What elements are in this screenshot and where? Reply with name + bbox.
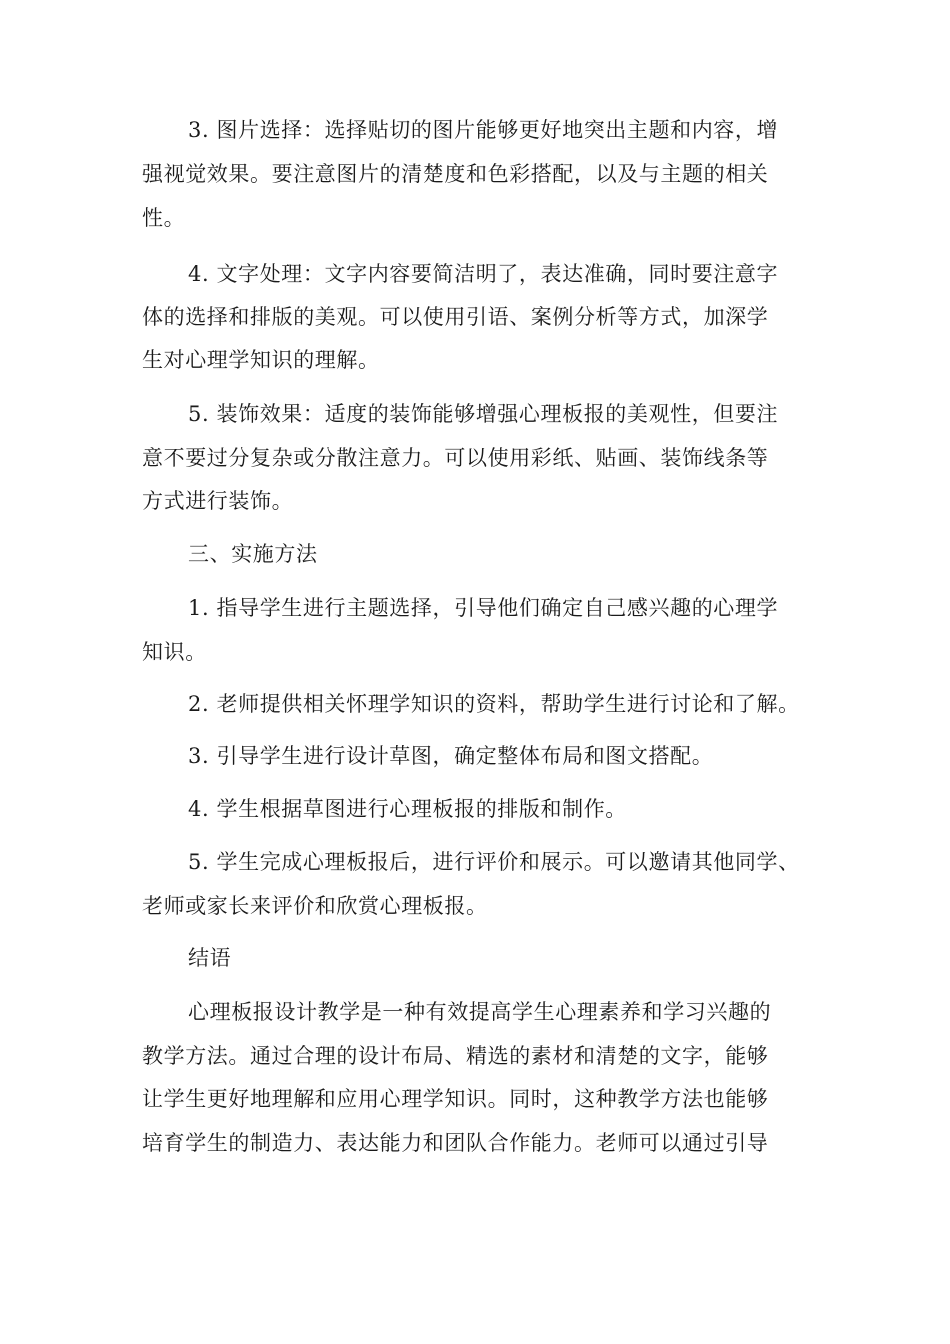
item-3-line-2: 强视觉效果。要注意图片的清楚度和色彩搭配，以及与主题的相关	[142, 162, 769, 186]
conclusion-heading: 结语	[188, 946, 232, 970]
conclusion-line-2: 教学方法。通过合理的设计布局、精选的素材和清楚的文字，能够	[142, 1044, 769, 1068]
item-5-line-3: 方式进行装饰。	[142, 489, 294, 513]
item-4-line-2: 体的选择和排版的美观。可以使用引语、案例分析等方式，加深学	[142, 305, 769, 329]
item-5-line-2: 意不要过分复杂或分散注意力。可以使用彩纸、贴画、装饰线条等	[142, 446, 769, 470]
step-5-line-2: 老师或家长来评价和欣赏心理板报。	[142, 894, 488, 918]
step-5-line-1: 5. 学生完成心理板报后，进行评价和展示。可以邀请其他同学、	[188, 850, 800, 874]
conclusion-line-3: 让学生更好地理解和应用心理学知识。同时，这种教学方法也能够	[142, 1087, 769, 1111]
step-1-line-2: 知识。	[142, 640, 207, 664]
step-2-line-1: 2. 老师提供相关怀理学知识的资料，帮助学生进行讨论和了解。	[188, 692, 800, 716]
step-1-line-1: 1. 指导学生进行主题选择，引导他们确定自己感兴趣的心理学	[188, 596, 779, 620]
section-heading-implementation: 三、实施方法	[188, 542, 318, 566]
step-4-line-1: 4. 学生根据草图进行心理板报的排版和制作。	[188, 797, 627, 821]
step-3-line-1: 3. 引导学生进行设计草图，确定整体布局和图文搭配。	[188, 744, 714, 768]
item-4-line-1: 4. 文字处理：文字内容要简洁明了，表达准确，同时要注意字	[188, 262, 779, 286]
item-5-line-1: 5. 装饰效果：适度的装饰能够增强心理板报的美观性，但要注	[188, 402, 779, 426]
conclusion-line-4: 培育学生的制造力、表达能力和团队合作能力。老师可以通过引导	[142, 1131, 769, 1155]
item-4-line-3: 生对心理学知识的理解。	[142, 348, 380, 372]
item-3-line-1: 3. 图片选择：选择贴切的图片能够更好地突出主题和内容，增	[188, 118, 779, 142]
item-3-line-3: 性。	[142, 206, 186, 230]
conclusion-line-1: 心理板报设计教学是一种有效提高学生心理素养和学习兴趣的	[188, 1000, 772, 1024]
